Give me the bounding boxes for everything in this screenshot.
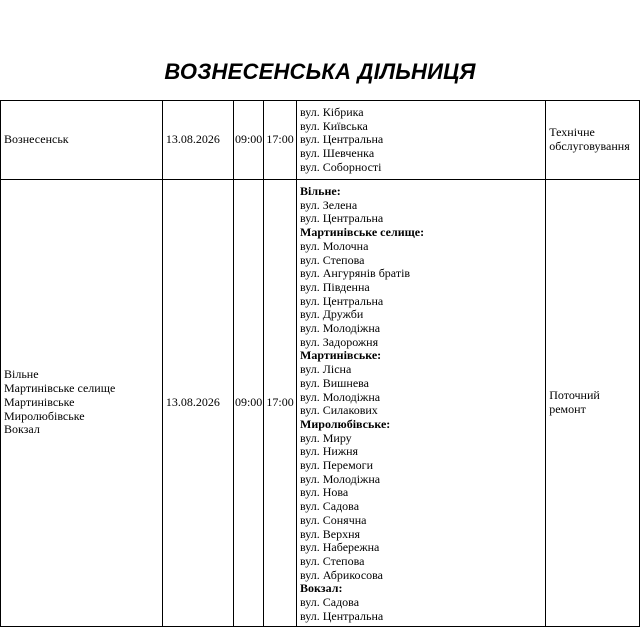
street-name: вул. Центральна (300, 211, 384, 226)
table-row (1, 101, 640, 180)
settlements-cell (1, 101, 163, 180)
work-type-cell (546, 101, 640, 180)
street-name: вул. Молодіжна (300, 471, 381, 486)
street-group-heading: Вільне: (300, 184, 341, 198)
street-name: вул. Садова (300, 499, 360, 514)
work-type-cell (546, 180, 640, 627)
street-name: вул. Соборності (300, 159, 382, 174)
street-group-heading: Мартинівське селище: (300, 225, 425, 240)
street-name: вул. Вишнева (300, 375, 369, 390)
street-name: вул. Нижня (300, 444, 359, 459)
street-name: вул. Сонячна (300, 512, 367, 527)
street-name: вул. Молодіжна (300, 321, 381, 336)
street-name: вул. Миру (300, 430, 352, 445)
street-name: вул. Перемоги (300, 458, 374, 473)
end-time-cell: 17:00 (264, 180, 297, 627)
street-name: вул. Задорожня (300, 334, 379, 349)
date-cell: 13.08.2026 (162, 101, 233, 180)
street-group-heading: Миролюбівське: (300, 416, 391, 431)
street-name: вул. Центральна (300, 293, 384, 308)
street-name: вул. Лісна (300, 362, 352, 377)
street-name: вул. Набережна (300, 540, 380, 555)
street-name: вул. Кібрика (300, 105, 364, 119)
street-name: вул. Степова (300, 553, 365, 568)
settlement-name: Мартинівське селище (4, 381, 116, 396)
street-name: вул. Абрикосова (300, 567, 384, 582)
settlement-name: Вокзал (4, 422, 40, 437)
street-name: вул. Шевченка (300, 146, 375, 161)
street-name: вул. Садова (300, 595, 360, 610)
street-name: вул. Дружби (300, 307, 364, 322)
streets-cell (297, 180, 546, 627)
settlement-name: Вільне (4, 367, 39, 382)
end-time-cell: 17:00 (264, 101, 297, 180)
settlement-name: Мартинівське (4, 394, 75, 409)
street-name: вул. Зелена (300, 197, 358, 212)
start-time-cell: 09:00 (234, 101, 264, 180)
street-name: вул. Ангурянів братів (300, 266, 411, 281)
start-time-cell: 09:00 (234, 180, 264, 627)
page-title: ВОЗНЕСЕНСЬКА ДІЛЬНИЦЯ (164, 59, 476, 84)
work-type-text: Технічне (549, 125, 595, 140)
work-type-text: Поточний (549, 388, 600, 403)
street-name: вул. Центральна (300, 608, 384, 623)
street-name: вул. Нова (300, 485, 349, 500)
street-name: вул. Верхня (300, 526, 361, 541)
date-cell: 13.08.2026 (162, 180, 233, 627)
table-body (1, 101, 640, 627)
street-name: вул. Центральна (300, 132, 384, 147)
streets-cell (297, 101, 546, 180)
work-type-text: обслуговування (549, 139, 630, 153)
street-group-heading: Мартинівське: (300, 348, 382, 363)
outage-schedule-table (0, 100, 640, 627)
street-group-heading: Вокзал: (300, 581, 343, 596)
street-name: вул. Південна (300, 279, 370, 294)
settlements-cell (1, 180, 163, 627)
street-name: вул. Київська (300, 118, 368, 133)
work-type-text: ремонт (549, 401, 586, 416)
settlement-name: Миролюбівське (4, 408, 85, 423)
table-row (1, 180, 640, 627)
street-name: вул. Молодіжна (300, 389, 381, 404)
settlement-name: Вознесенськ (4, 132, 69, 147)
street-name: вул. Силакових (300, 403, 378, 418)
street-name: вул. Молочна (300, 238, 369, 253)
street-name: вул. Степова (300, 252, 365, 267)
